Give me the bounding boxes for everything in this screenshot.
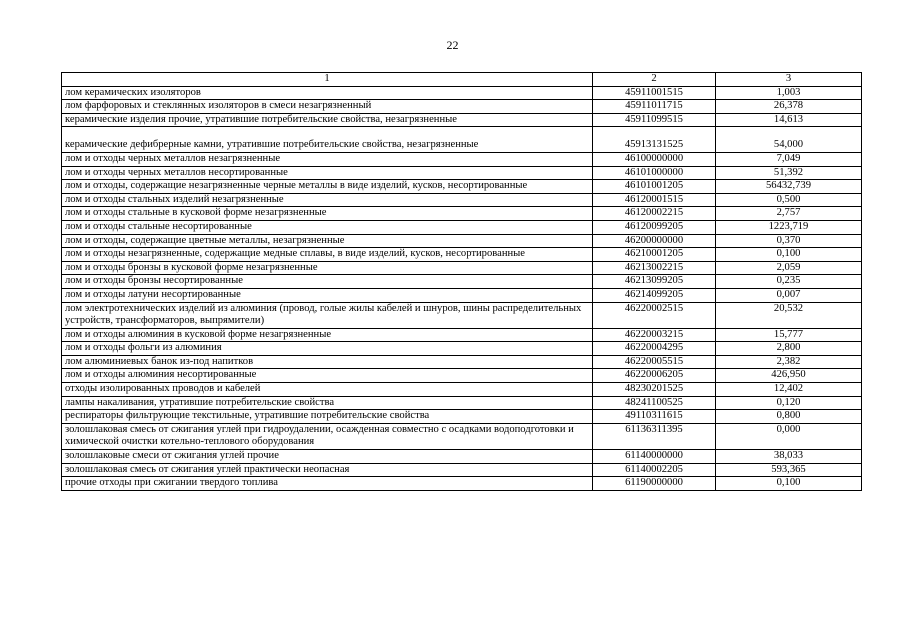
table-row <box>62 127 862 153</box>
waste-code-cell: 61140002205 <box>593 463 716 477</box>
table-row <box>62 207 862 221</box>
waste-amount-cell: 38,033 <box>716 450 862 464</box>
waste-name-cell: лом и отходы фольги из алюминия <box>62 342 593 356</box>
table-row <box>62 261 862 275</box>
waste-name-cell: лампы накаливания, утратившие потребительские свойства <box>62 396 593 410</box>
waste-code-cell: 46220005515 <box>593 355 716 369</box>
waste-amount-cell: 426,950 <box>716 369 862 383</box>
page-number: 22 <box>446 38 459 52</box>
waste-amount-cell: 0,120 <box>716 396 862 410</box>
table-row <box>62 369 862 383</box>
waste-name-cell: лом и отходы черных металлов незагрязненные <box>62 152 593 166</box>
header-col-1: 1 <box>62 73 593 87</box>
table-row <box>62 450 862 464</box>
table-row <box>62 113 862 127</box>
waste-name-cell: лом и отходы, содержащие цветные металлы, незагрязненные <box>62 234 593 248</box>
waste-code-cell: 46210001205 <box>593 248 716 262</box>
waste-name-cell: керамические дефибрерные камни, утратившие потребительские свойства, незагрязненные <box>62 127 593 153</box>
waste-amount-cell: 593,365 <box>716 463 862 477</box>
waste-code-cell: 46120099205 <box>593 220 716 234</box>
waste-amount-cell: 2,382 <box>716 355 862 369</box>
waste-amount-cell: 0,370 <box>716 234 862 248</box>
waste-code-cell: 61190000000 <box>593 477 716 491</box>
table-row <box>62 100 862 114</box>
waste-name-cell: лом и отходы стальные несортированные <box>62 220 593 234</box>
table-row <box>62 477 862 491</box>
waste-amount-cell: 2,757 <box>716 207 862 221</box>
waste-code-cell: 46120001515 <box>593 193 716 207</box>
waste-name-cell: лом алюминиевых банок из-под напитков <box>62 355 593 369</box>
table-row <box>62 423 862 449</box>
table-row <box>62 275 862 289</box>
table-row <box>62 193 862 207</box>
waste-amount-cell: 0,100 <box>716 248 862 262</box>
waste-name-cell: лом и отходы стальные в кусковой форме незагрязненные <box>62 207 593 221</box>
table-row <box>62 396 862 410</box>
waste-name-cell: лом и отходы бронзы в кусковой форме незагрязненные <box>62 261 593 275</box>
waste-code-cell: 46101000000 <box>593 166 716 180</box>
waste-amount-cell: 2,800 <box>716 342 862 356</box>
table-row <box>62 383 862 397</box>
waste-code-cell: 45913131525 <box>593 127 716 153</box>
waste-code-cell: 46214099205 <box>593 288 716 302</box>
waste-name-cell: прочие отходы при сжигании твердого топлива <box>62 477 593 491</box>
waste-amount-cell: 54,000 <box>716 127 862 153</box>
waste-name-cell: лом фарфоровых и стеклянных изоляторов в смеси незагрязненный <box>62 100 593 114</box>
table-row <box>62 410 862 424</box>
table-row <box>62 166 862 180</box>
table-row <box>62 355 862 369</box>
waste-name-cell: лом и отходы латуни несортированные <box>62 288 593 302</box>
waste-code-cell: 46220003215 <box>593 328 716 342</box>
waste-amount-cell: 0,100 <box>716 477 862 491</box>
table-row <box>62 302 862 328</box>
waste-name-cell: лом и отходы бронзы несортированные <box>62 275 593 289</box>
waste-name-cell: лом и отходы алюминия в кусковой форме незагрязненные <box>62 328 593 342</box>
table-row <box>62 248 862 262</box>
waste-code-cell: 45911011715 <box>593 100 716 114</box>
table-row <box>62 288 862 302</box>
waste-code-cell: 46220002515 <box>593 302 716 328</box>
table-row <box>62 86 862 100</box>
table-row <box>62 220 862 234</box>
table-row <box>62 328 862 342</box>
waste-name-cell: лом и отходы черных металлов несортированные <box>62 166 593 180</box>
waste-amount-cell: 1223,719 <box>716 220 862 234</box>
table-row <box>62 180 862 194</box>
waste-code-cell: 49110311615 <box>593 410 716 424</box>
table-row <box>62 152 862 166</box>
waste-amount-cell: 0,235 <box>716 275 862 289</box>
waste-name-cell: керамические изделия прочие, утратившие потребительские свойства, незагрязненные <box>62 113 593 127</box>
waste-amount-cell: 20,532 <box>716 302 862 328</box>
waste-name-cell: золошлаковая смесь от сжигания углей практически неопасная <box>62 463 593 477</box>
table-body <box>62 73 862 491</box>
waste-name-cell: золошлаковая смесь от сжигания углей при гидроудалении, осажденная совместно с осадками водоподготовки и химической очистки котельно-теплового оборудования <box>62 423 593 449</box>
waste-code-cell: 61140000000 <box>593 450 716 464</box>
waste-amount-cell: 56432,739 <box>716 180 862 194</box>
waste-amount-cell: 7,049 <box>716 152 862 166</box>
table-row <box>62 342 862 356</box>
header-col-3: 3 <box>716 73 862 87</box>
waste-name-cell: лом и отходы незагрязненные, содержащие медные сплавы, в виде изделий, кусков, несортированные <box>62 248 593 262</box>
waste-code-cell: 45911099515 <box>593 113 716 127</box>
waste-code-cell: 45911001515 <box>593 86 716 100</box>
waste-code-cell: 46220004295 <box>593 342 716 356</box>
waste-amount-cell: 15,777 <box>716 328 862 342</box>
waste-amount-cell: 14,613 <box>716 113 862 127</box>
waste-amount-cell: 1,003 <box>716 86 862 100</box>
waste-code-cell: 46220006205 <box>593 369 716 383</box>
table-row <box>62 234 862 248</box>
table-row <box>62 463 862 477</box>
waste-name-cell: золошлаковые смеси от сжигания углей прочие <box>62 450 593 464</box>
waste-name-cell: лом и отходы стальных изделий незагрязненные <box>62 193 593 207</box>
header-col-2: 2 <box>593 73 716 87</box>
waste-code-cell: 46213099205 <box>593 275 716 289</box>
waste-amount-cell: 2,059 <box>716 261 862 275</box>
waste-amount-cell: 0,007 <box>716 288 862 302</box>
waste-code-cell: 46120002215 <box>593 207 716 221</box>
waste-code-cell: 61136311395 <box>593 423 716 449</box>
waste-name-cell: лом и отходы, содержащие незагрязненные черные металлы в виде изделий, кусков, несортированные <box>62 180 593 194</box>
waste-table <box>61 72 862 491</box>
waste-amount-cell: 0,000 <box>716 423 862 449</box>
waste-code-cell: 46101001205 <box>593 180 716 194</box>
waste-name-cell: лом и отходы алюминия несортированные <box>62 369 593 383</box>
waste-code-cell: 48230201525 <box>593 383 716 397</box>
waste-code-cell: 46213002215 <box>593 261 716 275</box>
waste-amount-cell: 0,500 <box>716 193 862 207</box>
waste-amount-cell: 51,392 <box>716 166 862 180</box>
waste-amount-cell: 12,402 <box>716 383 862 397</box>
waste-name-cell: лом керамических изоляторов <box>62 86 593 100</box>
waste-code-cell: 48241100525 <box>593 396 716 410</box>
waste-name-cell: отходы изолированных проводов и кабелей <box>62 383 593 397</box>
waste-code-cell: 46200000000 <box>593 234 716 248</box>
waste-code-cell: 46100000000 <box>593 152 716 166</box>
waste-amount-cell: 0,800 <box>716 410 862 424</box>
waste-name-cell: лом электротехнических изделий из алюминия (провод, голые жилы кабелей и шнуров, шины распределительных устройств, трансформаторов, выпрямители) <box>62 302 593 328</box>
waste-name-cell: респираторы фильтрующие текстильные, утратившие потребительские свойства <box>62 410 593 424</box>
table-header-row <box>62 73 862 87</box>
waste-amount-cell: 26,378 <box>716 100 862 114</box>
